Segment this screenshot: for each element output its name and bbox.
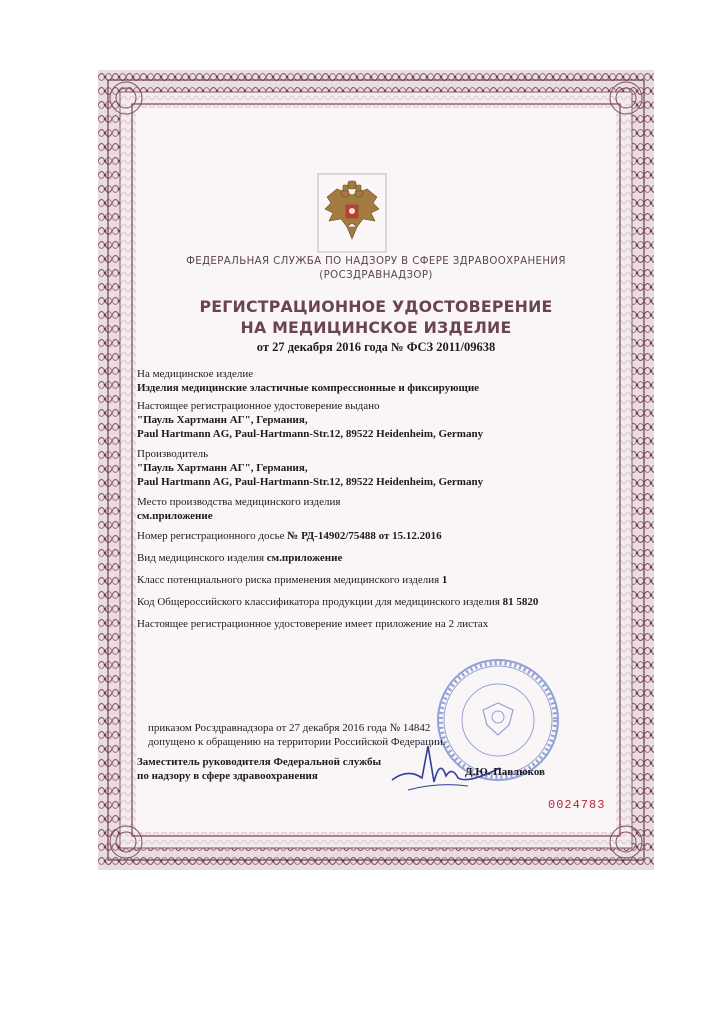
appendix-note: Настоящее регистрационное удостоверение имеет приложение на 2 листах [137,618,489,630]
agency-name-line2: (РОСЗДРАВНАДЗОР) [319,270,433,281]
order-line2: допущено к обращению на территории Российской Федерации. [148,736,446,748]
issue-date: 27 декабря 2016 года [272,340,388,354]
device-type-value: см.приложение [266,552,343,564]
number-sign: № [391,340,404,354]
issued-to-line2: Paul Hartmann AG, Paul-Hartmann-Str.12, 89522 Heidenheim, Germany [137,428,484,440]
okp-code-value: 81 5820 [502,596,539,608]
serial-number: 0024783 [548,798,606,812]
document-title-line2: НА МЕДИЦИНСКОЕ ИЗДЕЛИЕ [240,318,512,337]
coat-of-arms-emblem [317,173,387,253]
certificate-sheet [98,70,654,870]
okp-code-line [137,596,538,608]
manufacturer-line1: "Пауль Хартманн АГ", Германия, [137,462,308,474]
risk-class-label: Класс потенциального риска применения медицинского изделия [137,574,440,586]
production-place-value: см.приложение [137,510,213,522]
issued-to-label: Настоящее регистрационное удостоверение выдано [137,400,380,412]
agency-name-line1: ФЕДЕРАЛЬНАЯ СЛУЖБА ПО НАДЗОРУ В СФЕРЕ ЗДРАВООХРАНЕНИЯ [186,256,566,267]
device-type-label: Вид медицинского изделия [137,552,265,564]
signer-name: Д.Ю. Павлюков [465,766,545,778]
risk-class-line [137,574,447,586]
document-title-line1: РЕГИСТРАЦИОННОЕ УДОСТОВЕРЕНИЕ [199,297,553,316]
order-line1: приказом Росздравнадзора от 27 декабря 2016 года № 14842 [148,722,431,734]
production-place-label: Место производства медицинского изделия [137,496,341,508]
issued-to-line1: "Пауль Хартманн АГ", Германия, [137,414,308,426]
date-and-number [98,340,654,355]
manufacturer-label: Производитель [137,448,209,460]
risk-class-value: 1 [441,574,448,586]
device-value: Изделия медицинские эластичные компрессионные и фиксирующие [137,382,480,394]
signer-title-line2: по надзору в сфере здравоохранения [137,770,318,782]
okp-code-label: Код Общероссийского классификатора продукции для медицинского изделия [137,596,500,608]
dossier-value: № РД-14902/75488 от 15.12.2016 [287,530,442,542]
device-label: На медицинское изделие [137,368,254,380]
dossier-label: Номер регистрационного досье [137,530,285,542]
dossier-line [137,530,442,542]
device-type-line [137,552,342,564]
signer-title-line1: Заместитель руководителя Федеральной службы [137,756,382,768]
certificate-number: ФСЗ 2011/09638 [406,340,496,354]
date-prefix: от [256,340,269,354]
manufacturer-line2: Paul Hartmann AG, Paul-Hartmann-Str.12, 89522 Heidenheim, Germany [137,476,484,488]
